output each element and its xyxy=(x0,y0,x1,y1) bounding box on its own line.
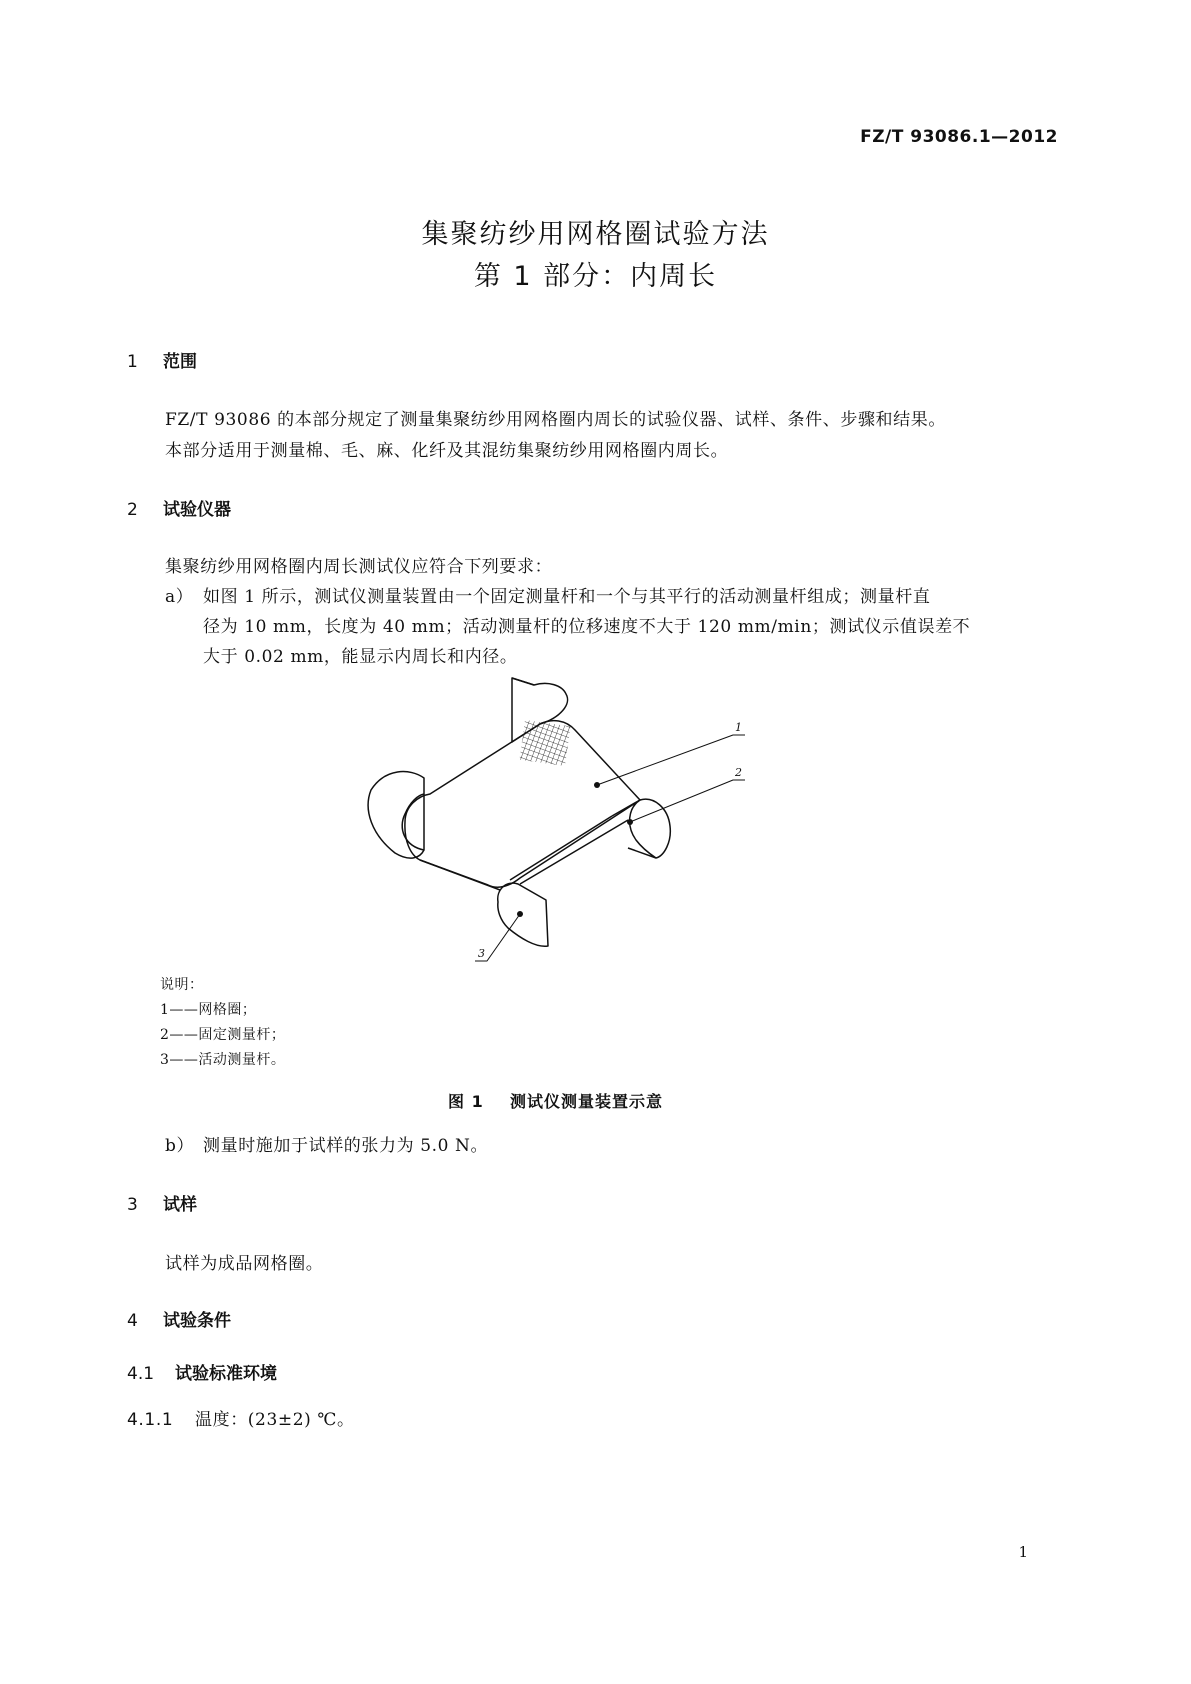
paragraph: FZ/T 93086 的本部分规定了测量集聚纺纱用网格圈内周长的试验仪器、试样、条件、步骤和结果。 xyxy=(165,410,946,430)
page-number: 1 xyxy=(1018,1543,1028,1561)
mesh-patch xyxy=(519,720,570,766)
section-number: 4 xyxy=(127,1311,138,1331)
list-item-line: 径为 10 mm，长度为 40 mm；活动测量杆的位移速度不大于 120 mm/min；测试仪示值误差不 xyxy=(203,617,971,637)
legend-title: 说明： xyxy=(160,977,204,993)
section-title: 试样 xyxy=(163,1195,197,1215)
list-item-line: 大于 0.02 mm，能显示内周长和内径。 xyxy=(203,647,518,667)
list-marker: a） xyxy=(165,587,194,607)
section-title: 试验仪器 xyxy=(163,500,231,520)
section-title: 试验条件 xyxy=(163,1311,231,1331)
legend-item: 2——固定测量杆； xyxy=(160,1027,286,1043)
legend-item: 1——网格圈； xyxy=(160,1002,257,1018)
section-number: 1 xyxy=(127,352,138,372)
subsection-4-1-heading xyxy=(127,1359,277,1384)
paragraph: 试样为成品网格圈。 xyxy=(165,1254,324,1274)
section-4-heading xyxy=(127,1306,231,1331)
callout-label-3: 3 xyxy=(478,947,485,960)
callout-leader-2 xyxy=(630,780,745,822)
legend-item: 3——活动测量杆。 xyxy=(160,1052,286,1068)
fixed-bar-shaft xyxy=(510,816,612,880)
paragraph: 集聚纺纱用网格圈内周长测试仪应符合下列要求： xyxy=(165,557,553,577)
bracket-left xyxy=(368,772,424,859)
section-title: 范围 xyxy=(163,352,197,372)
clause-text: 温度：(23±2) ℃。 xyxy=(195,1410,355,1430)
section-3-heading xyxy=(127,1190,197,1215)
standard-code: FZ/T 93086.1—2012 xyxy=(860,127,1058,147)
clause-number: 4.1.1 xyxy=(127,1410,174,1430)
subsection-title: 试验标准环境 xyxy=(175,1364,277,1384)
section-number: 3 xyxy=(127,1195,138,1215)
document-subtitle: 第 1 部分：内周长 xyxy=(473,261,718,292)
callout-label-2: 2 xyxy=(735,766,742,779)
bracket-top-edge xyxy=(512,678,534,685)
movable-bar-shaft xyxy=(520,820,628,884)
clause-4-1-1 xyxy=(127,1405,355,1430)
document-title: 集聚纺纱用网格圈试验方法 xyxy=(421,219,770,250)
figure-1-diagram xyxy=(355,672,755,972)
section-2-heading xyxy=(127,495,231,520)
subsection-number: 4.1 xyxy=(127,1364,155,1384)
callout-label-1: 1 xyxy=(735,721,742,734)
section-number: 2 xyxy=(127,500,138,520)
belt-lower-edge xyxy=(420,860,500,890)
list-marker: b） xyxy=(165,1136,195,1156)
fixed-bar xyxy=(612,799,670,858)
paragraph: 本部分适用于测量棉、毛、麻、化纤及其混纺集聚纺纱用网格圈内周长。 xyxy=(165,441,729,461)
section-1-heading xyxy=(127,347,197,372)
figure-caption: 图 1 测试仪测量装置示意 xyxy=(448,1092,663,1111)
list-item-line: 测量时施加于试样的张力为 5.0 N。 xyxy=(203,1136,489,1156)
list-item-line: 如图 1 所示，测试仪测量装置由一个固定测量杆和一个与其平行的活动测量杆组成；测量杆直 xyxy=(203,587,931,607)
